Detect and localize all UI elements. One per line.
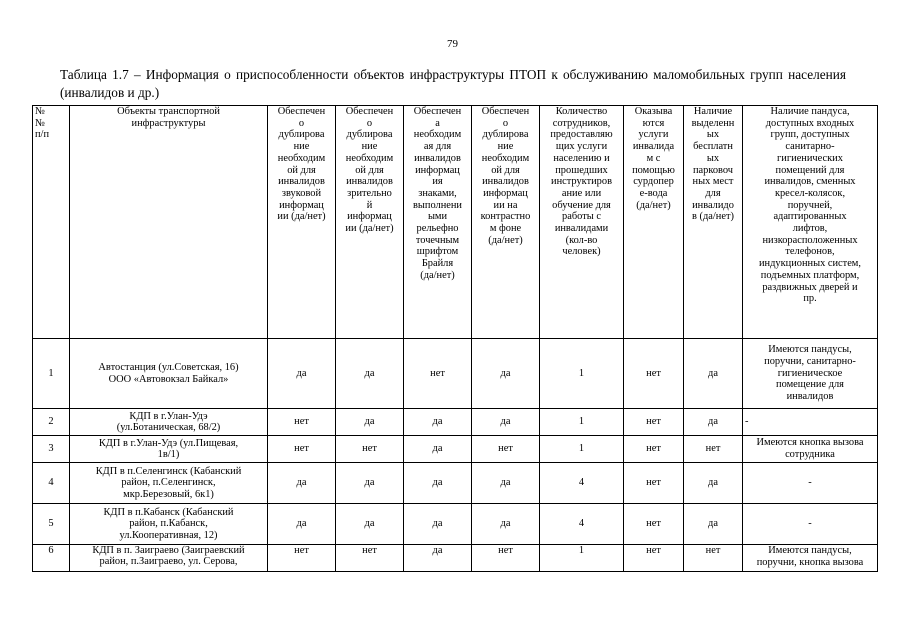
- object-name: КДП в г.Улан-Удэ (ул.Ботаническая, 68/2): [70, 409, 268, 436]
- parking: да: [684, 409, 743, 436]
- header-facilities: Наличие пандуса, доступных входных групп, доступных санитарно- гигиенических помещений для инвалидов, сменных кресел-колясок, поручней, адаптированных лифтов, низкорасположенных телефонов, индукционных систем, подъемных платформ, раздвижных дверей и пр.: [743, 106, 878, 339]
- contrast-info: нет: [472, 436, 540, 463]
- header-sign-language: Оказыва ются услуги инвалида м с помощью сурдопер е-вода (да/нет): [624, 106, 684, 339]
- facilities: -: [743, 409, 878, 436]
- object-name: КДП в г.Улан-Удэ (ул.Пищевая, 1в/1): [70, 436, 268, 463]
- sound-info: да: [268, 339, 336, 409]
- header-number: № № п/п: [33, 106, 70, 339]
- row-number: 5: [33, 504, 70, 545]
- sound-info: нет: [268, 545, 336, 572]
- parking: да: [684, 504, 743, 545]
- facilities: -: [743, 504, 878, 545]
- parking: да: [684, 339, 743, 409]
- header-sound-info: Обеспечен о дублирова ние необходим ой для инвалидов звуковой информац ии (да/нет): [268, 106, 336, 339]
- object-name: Автостанция (ул.Советская, 16) ООО «Автовокзал Байкал»: [70, 339, 268, 409]
- row-number: 2: [33, 409, 70, 436]
- trained-staff: 1: [540, 339, 624, 409]
- contrast-info: да: [472, 504, 540, 545]
- visual-info: да: [336, 463, 404, 504]
- facilities: Имеются пандусы, поручни, кнопка вызова: [743, 545, 878, 572]
- page-number: 79: [447, 38, 458, 50]
- trained-staff: 4: [540, 463, 624, 504]
- sign-language: нет: [624, 436, 684, 463]
- visual-info: да: [336, 409, 404, 436]
- header-row: [33, 106, 878, 339]
- header-trained-staff: Количество сотрудников, предоставляю щих услуги населению и прошедших инструктиров ание или обучение для работы с инвалидами (кол-во человек): [540, 106, 624, 339]
- sound-info: да: [268, 504, 336, 545]
- braille-info: да: [404, 409, 472, 436]
- object-name: КДП в п. Заиграево (Заиграевский район, п.Заиграево, ул. Серова,: [70, 545, 268, 572]
- parking: да: [684, 463, 743, 504]
- header-parking: Наличие выделенн ых бесплатн ых парковоч ных мест для инвалидо в (да/нет): [684, 106, 743, 339]
- object-name: КДП в п.Кабанск (Кабанский район, п.Кабанск, ул.Кооперативная, 12): [70, 504, 268, 545]
- sign-language: нет: [624, 463, 684, 504]
- facilities: Имеются кнопка вызова сотрудника: [743, 436, 878, 463]
- header-object: Объекты транспортной инфраструктуры: [70, 106, 268, 339]
- facilities: -: [743, 463, 878, 504]
- contrast-info: нет: [472, 545, 540, 572]
- row-number: 1: [33, 339, 70, 409]
- contrast-info: да: [472, 339, 540, 409]
- object-name: КДП в п.Селенгинск (Кабанский район, п.Селенгинск, мкр.Березовый, 6к1): [70, 463, 268, 504]
- braille-info: да: [404, 545, 472, 572]
- sign-language: нет: [624, 504, 684, 545]
- row-number: 6: [33, 545, 70, 572]
- sound-info: нет: [268, 436, 336, 463]
- sign-language: нет: [624, 339, 684, 409]
- visual-info: нет: [336, 545, 404, 572]
- table-row: [33, 463, 878, 504]
- contrast-info: да: [472, 463, 540, 504]
- braille-info: нет: [404, 339, 472, 409]
- trained-staff: 1: [540, 436, 624, 463]
- braille-info: да: [404, 436, 472, 463]
- table-caption: Таблица 1.7 – Информация о приспособленности объектов инфраструктуры ПТОП к обслуживанию маломобильных групп населения (инвалидов и др.): [60, 67, 846, 100]
- braille-info: да: [404, 504, 472, 545]
- sign-language: нет: [624, 409, 684, 436]
- table-row: [33, 339, 878, 409]
- visual-info: да: [336, 504, 404, 545]
- visual-info: да: [336, 339, 404, 409]
- trained-staff: 1: [540, 409, 624, 436]
- parking: нет: [684, 436, 743, 463]
- table-row: [33, 504, 878, 545]
- trained-staff: 1: [540, 545, 624, 572]
- sign-language: нет: [624, 545, 684, 572]
- header-visual-info: Обеспечен о дублирова ние необходим ой для инвалидов зрительно й информац ии (да/нет): [336, 106, 404, 339]
- braille-info: да: [404, 463, 472, 504]
- trained-staff: 4: [540, 504, 624, 545]
- contrast-info: да: [472, 409, 540, 436]
- parking: нет: [684, 545, 743, 572]
- accessibility-table: [32, 105, 878, 572]
- sound-info: нет: [268, 409, 336, 436]
- header-braille-info: Обеспечен а необходим ая для инвалидов информац ия знаками, выполнени ыми рельефно точечным шрифтом Брайля (да/нет): [404, 106, 472, 339]
- facilities: Имеются пандусы, поручни, санитарно- гигиеническое помещение для инвалидов: [743, 339, 878, 409]
- table-row: [33, 545, 878, 572]
- sound-info: да: [268, 463, 336, 504]
- visual-info: нет: [336, 436, 404, 463]
- header-contrast-info: Обеспечен о дублирова ние необходим ой для инвалидов информац ии на контрастно м фоне (да/нет): [472, 106, 540, 339]
- table-row: [33, 436, 878, 463]
- row-number: 4: [33, 463, 70, 504]
- table-row: [33, 409, 878, 436]
- row-number: 3: [33, 436, 70, 463]
